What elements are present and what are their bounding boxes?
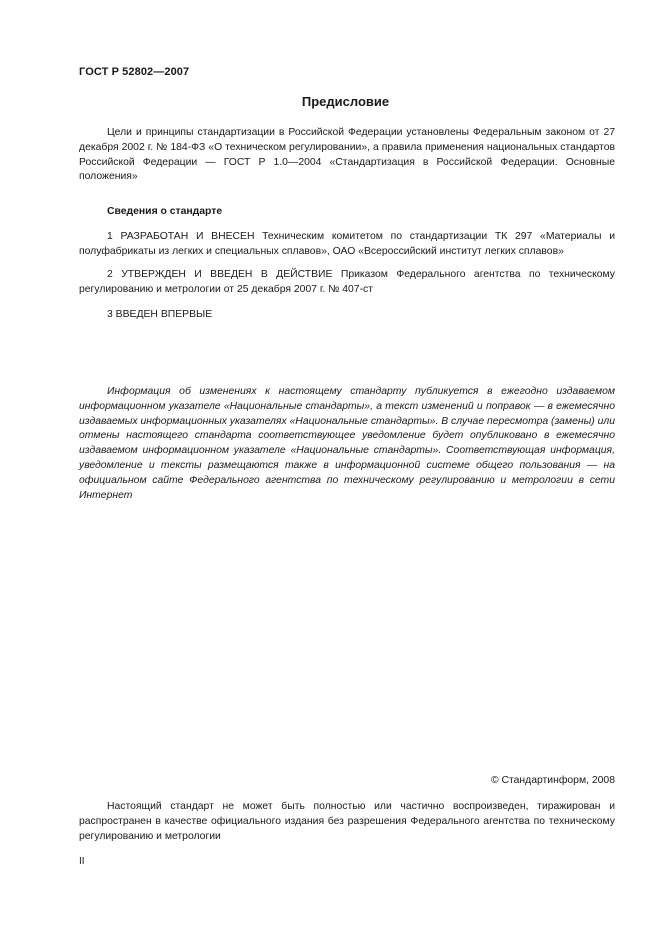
item-approved: 2 УТВЕРЖДЕН И ВВЕДЕН В ДЕЙСТВИЕ Приказом Федерального агентства по техническому регулированию и метрологии от 25 декабря 2007 г. № 407-ст xyxy=(79,269,615,295)
intro-paragraph: Цели и принципы стандартизации в Российской Федерации установлены Федеральным законом от 27 декабря 2002 г. № 184-ФЗ «О техническом регулировании», а правила применения национальных стандартов Российской Федерации — ГОСТ Р 1.0—2004 «Стандартизация в Российской Федерации. Основные положения» xyxy=(79,127,615,183)
info-heading: Сведения о стандарте xyxy=(107,206,223,217)
standard-code-header: ГОСТ Р 52802—2007 xyxy=(79,66,190,78)
item-first-introduced: 3 ВВЕДЕН ВПЕРВЫЕ xyxy=(107,309,213,320)
item-developed: 1 РАЗРАБОТАН И ВНЕСЕН Техническим комитетом по стандартизации ТК 297 «Материалы и полуфабрикаты из легких и специальных сплавов», ОАО «Всероссийский институт легких сплавов» xyxy=(79,231,615,257)
reproduction-paragraph: Настоящий стандарт не может быть полностью или частично воспроизведен, тиражирован и распространен в качестве официального издания без разрешения Федерального агентства по техническому регулированию и метрологии xyxy=(79,801,615,842)
page-number: II xyxy=(79,856,85,867)
page-title: Предисловие xyxy=(301,94,390,109)
notice-paragraph: Информация об изменениях к настоящему стандарту публикуется в ежегодно издаваемом информационном указателе «Национальные стандарты», а текст изменений и поправок — в ежемесячно издаваемых информационных указателях «Национальные стандарты». В случае пересмотра (замены) или отмены настоящего стандарта соответствующее уведомление будет опубликовано в ежемесячно издаваемом информационном указателе «Национальные стандарты». Соответствующая информация, уведомление и тексты размещаются также в информационной системе общего пользования — на официальном сайте Федерального агентства по техническому регулированию и метрологии в сети Интернет xyxy=(79,386,615,501)
copyright-notice: © Стандартинформ, 2008 xyxy=(490,775,615,786)
